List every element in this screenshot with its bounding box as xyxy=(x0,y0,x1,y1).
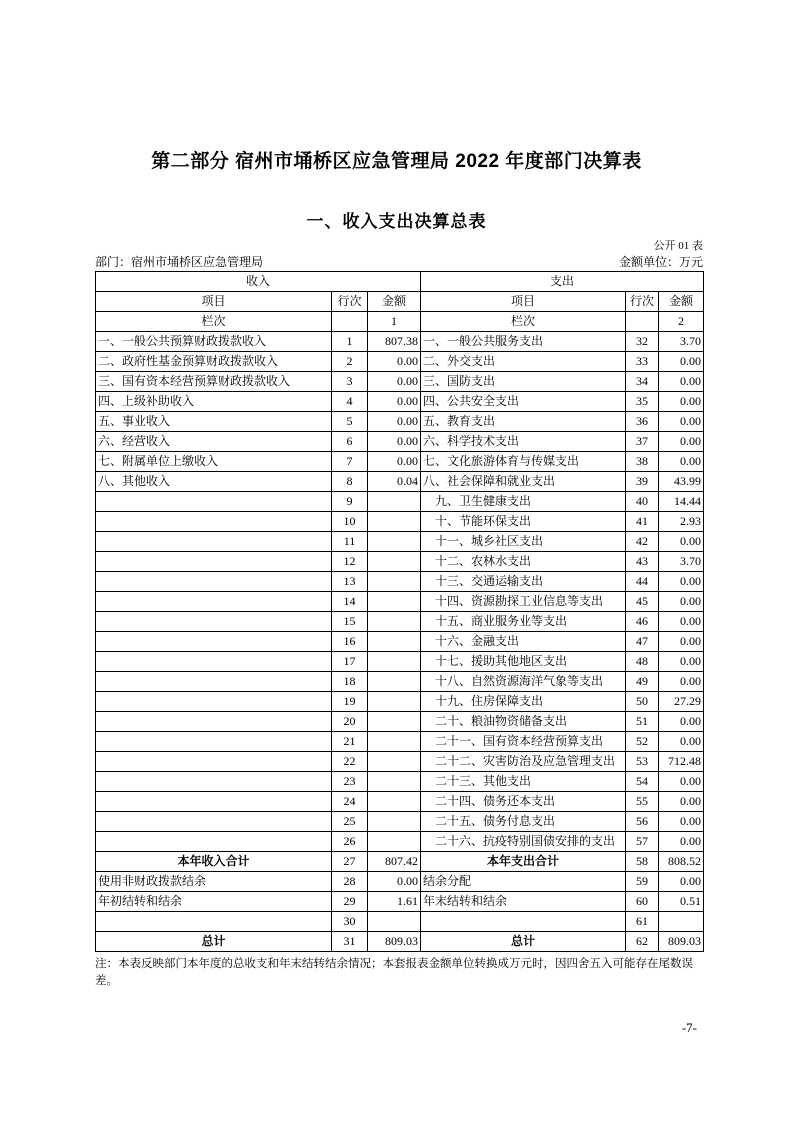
table-row xyxy=(96,572,704,592)
income-amount-cell xyxy=(368,612,421,632)
expense-item-cell: 二十一、国有资本经营预算支出 xyxy=(421,732,626,752)
expense-item-cell: 结余分配 xyxy=(421,872,626,892)
expense-rownum-cell: 61 xyxy=(626,912,659,932)
income-rownum-cell: 1 xyxy=(332,332,368,352)
expense-item-cell: 十六、金融支出 xyxy=(421,632,626,652)
income-amount-cell xyxy=(368,812,421,832)
income-item-cell xyxy=(96,832,332,852)
table-row xyxy=(96,632,704,652)
expense-rownum-cell: 60 xyxy=(626,892,659,912)
income-rownum-cell: 13 xyxy=(332,572,368,592)
income-rownum-cell: 19 xyxy=(332,692,368,712)
table-row xyxy=(96,852,704,872)
expense-amount-cell: 0.00 xyxy=(659,592,704,612)
expense-rownum-cell: 41 xyxy=(626,512,659,532)
expense-item-cell: 总计 xyxy=(421,932,626,952)
expense-amount-cell: 0.00 xyxy=(659,712,704,732)
expense-item-cell: 十七、援助其他地区支出 xyxy=(421,652,626,672)
expense-amount-cell: 43.99 xyxy=(659,472,704,492)
amount-unit-label: 金额单位：万元 xyxy=(618,255,703,269)
income-rownum-cell: 26 xyxy=(332,832,368,852)
income-amount-cell: 807.42 xyxy=(368,852,421,872)
expense-rownum-cell: 35 xyxy=(626,392,659,412)
income-item-cell xyxy=(96,532,332,552)
table-row xyxy=(96,672,704,692)
income-item-cell: 本年收入合计 xyxy=(96,852,332,872)
table-row xyxy=(96,472,704,492)
table-row xyxy=(96,332,704,352)
income-amount-cell xyxy=(368,532,421,552)
income-amount-cell xyxy=(368,832,421,852)
page-title: 第二部分 宿州市埇桥区应急管理局 2022 年度部门决算表 xyxy=(151,151,642,172)
table-row xyxy=(96,832,704,852)
expense-column-index: 2 xyxy=(659,312,704,332)
income-rownum-cell: 28 xyxy=(332,872,368,892)
table-row xyxy=(96,752,704,772)
expense-amount-cell: 0.00 xyxy=(659,572,704,592)
income-amount-column-header: 金额 xyxy=(368,292,421,312)
income-item-cell xyxy=(96,792,332,812)
income-amount-cell: 0.00 xyxy=(368,412,421,432)
department-label: 部门：宿州市埇桥区应急管理局 xyxy=(95,255,264,269)
income-item-cell xyxy=(96,512,332,532)
table-row xyxy=(96,652,704,672)
income-amount-cell: 809.03 xyxy=(368,932,421,952)
expense-rownum-cell: 40 xyxy=(626,492,659,512)
expense-column-index-blank xyxy=(626,312,659,332)
income-rownum-cell: 8 xyxy=(332,472,368,492)
income-amount-cell xyxy=(368,712,421,732)
expense-amount-cell: 0.00 xyxy=(659,392,704,412)
expense-amount-cell: 0.00 xyxy=(659,412,704,432)
expense-rownum-cell: 56 xyxy=(626,812,659,832)
column-index-row xyxy=(96,312,704,332)
table-row xyxy=(96,792,704,812)
expense-item-cell: 十五、商业服务业等支出 xyxy=(421,612,626,632)
income-item-cell: 五、事业收入 xyxy=(96,412,332,432)
expense-rownum-cell: 48 xyxy=(626,652,659,672)
expense-rownum-cell: 43 xyxy=(626,552,659,572)
income-rownum-cell: 31 xyxy=(332,932,368,952)
table-row xyxy=(96,412,704,432)
expense-item-cell: 九、卫生健康支出 xyxy=(421,492,626,512)
income-item-cell xyxy=(96,732,332,752)
expense-item-cell xyxy=(421,912,626,932)
expense-amount-cell: 0.51 xyxy=(659,892,704,912)
table-row xyxy=(96,892,704,912)
expense-rownum-cell: 62 xyxy=(626,932,659,952)
income-rownum-cell: 29 xyxy=(332,892,368,912)
income-rownum-cell: 25 xyxy=(332,812,368,832)
public-table-tag: 公开 01 表 xyxy=(653,240,703,252)
table-title: 一、收入支出决算总表 xyxy=(306,212,487,231)
income-item-cell xyxy=(96,592,332,612)
expense-rownum-cell: 39 xyxy=(626,472,659,492)
section-header-row xyxy=(96,272,704,292)
expense-column-index-label: 栏次 xyxy=(421,312,626,332)
income-rownum-cell: 11 xyxy=(332,532,368,552)
expense-rownum-cell: 57 xyxy=(626,832,659,852)
income-item-cell: 年初结转和结余 xyxy=(96,892,332,912)
income-amount-cell: 0.00 xyxy=(368,352,421,372)
expense-rownum-cell: 49 xyxy=(626,672,659,692)
table-row xyxy=(96,492,704,512)
income-amount-cell: 0.00 xyxy=(368,432,421,452)
income-item-cell xyxy=(96,812,332,832)
income-amount-cell xyxy=(368,552,421,572)
income-rownum-cell: 30 xyxy=(332,912,368,932)
income-rownum-cell: 3 xyxy=(332,372,368,392)
table-row xyxy=(96,732,704,752)
income-amount-cell: 0.00 xyxy=(368,872,421,892)
income-rownum-cell: 12 xyxy=(332,552,368,572)
income-rownum-cell: 6 xyxy=(332,432,368,452)
income-amount-cell xyxy=(368,692,421,712)
expense-item-cell: 三、国防支出 xyxy=(421,372,626,392)
expense-amount-cell: 0.00 xyxy=(659,652,704,672)
income-rownum-cell: 20 xyxy=(332,712,368,732)
expense-amount-cell: 0.00 xyxy=(659,352,704,372)
income-amount-cell xyxy=(368,492,421,512)
income-rownum-cell: 23 xyxy=(332,772,368,792)
expense-item-cell: 十四、资源勘探工业信息等支出 xyxy=(421,592,626,612)
income-amount-cell: 807.38 xyxy=(368,332,421,352)
income-amount-cell xyxy=(368,632,421,652)
income-amount-cell xyxy=(368,732,421,752)
income-item-cell: 六、经营收入 xyxy=(96,432,332,452)
column-header-row xyxy=(96,292,704,312)
expense-item-cell: 二十、粮油物资储备支出 xyxy=(421,712,626,732)
expense-amount-cell: 0.00 xyxy=(659,872,704,892)
income-amount-cell xyxy=(368,792,421,812)
income-item-cell: 使用非财政拨款结余 xyxy=(96,872,332,892)
expense-amount-cell: 2.93 xyxy=(659,512,704,532)
meta-line xyxy=(95,253,703,270)
income-amount-cell: 0.00 xyxy=(368,452,421,472)
expense-section-header: 支出 xyxy=(421,272,704,292)
expense-amount-cell xyxy=(659,912,704,932)
expense-rownum-cell: 51 xyxy=(626,712,659,732)
income-rownum-cell: 2 xyxy=(332,352,368,372)
expense-rownum-cell: 32 xyxy=(626,332,659,352)
expense-amount-cell: 809.03 xyxy=(659,932,704,952)
income-item-cell xyxy=(96,552,332,572)
expense-amount-cell: 808.52 xyxy=(659,852,704,872)
expense-item-cell: 十、节能环保支出 xyxy=(421,512,626,532)
expense-amount-cell: 0.00 xyxy=(659,812,704,832)
income-amount-cell: 0.04 xyxy=(368,472,421,492)
table-row xyxy=(96,912,704,932)
expense-amount-cell: 0.00 xyxy=(659,732,704,752)
expense-item-cell: 七、文化旅游体育与传媒支出 xyxy=(421,452,626,472)
expense-item-cell: 五、教育支出 xyxy=(421,412,626,432)
income-rownum-cell: 14 xyxy=(332,592,368,612)
income-item-cell: 三、国有资本经营预算财政拨款收入 xyxy=(96,372,332,392)
table-row xyxy=(96,392,704,412)
income-amount-cell xyxy=(368,512,421,532)
income-item-cell: 七、附属单位上缴收入 xyxy=(96,452,332,472)
page-number: -7- xyxy=(681,1020,697,1035)
expense-rownum-cell: 34 xyxy=(626,372,659,392)
table-row xyxy=(96,932,704,952)
expense-amount-cell: 0.00 xyxy=(659,432,704,452)
income-item-cell xyxy=(96,912,332,932)
expense-amount-cell: 0.00 xyxy=(659,452,704,472)
income-item-cell: 四、上级补助收入 xyxy=(96,392,332,412)
income-rownum-cell: 24 xyxy=(332,792,368,812)
income-item-cell: 八、其他收入 xyxy=(96,472,332,492)
expense-amount-cell: 0.00 xyxy=(659,832,704,852)
income-rownum-cell: 10 xyxy=(332,512,368,532)
table-row xyxy=(96,352,704,372)
expense-rownum-column-header: 行次 xyxy=(626,292,659,312)
income-amount-cell xyxy=(368,592,421,612)
expense-item-cell: 十八、自然资源海洋气象等支出 xyxy=(421,672,626,692)
expense-rownum-cell: 33 xyxy=(626,352,659,372)
expense-amount-cell: 0.00 xyxy=(659,372,704,392)
income-rownum-cell: 9 xyxy=(332,492,368,512)
income-column-index: 1 xyxy=(368,312,421,332)
income-item-cell xyxy=(96,492,332,512)
income-rownum-column-header: 行次 xyxy=(332,292,368,312)
expense-amount-column-header: 金额 xyxy=(659,292,704,312)
table-row xyxy=(96,612,704,632)
expense-item-cell: 八、社会保障和就业支出 xyxy=(421,472,626,492)
expense-rownum-cell: 46 xyxy=(626,612,659,632)
expense-amount-cell: 14.44 xyxy=(659,492,704,512)
income-rownum-cell: 27 xyxy=(332,852,368,872)
expense-rownum-cell: 54 xyxy=(626,772,659,792)
table-row xyxy=(96,772,704,792)
income-item-cell xyxy=(96,612,332,632)
income-amount-cell xyxy=(368,752,421,772)
table-row xyxy=(96,532,704,552)
expense-rownum-cell: 52 xyxy=(626,732,659,752)
expense-rownum-cell: 45 xyxy=(626,592,659,612)
expense-item-cell: 二十三、其他支出 xyxy=(421,772,626,792)
expense-rownum-cell: 37 xyxy=(626,432,659,452)
income-rownum-cell: 21 xyxy=(332,732,368,752)
income-amount-cell: 0.00 xyxy=(368,392,421,412)
income-item-cell xyxy=(96,692,332,712)
income-item-cell: 一、一般公共预算财政拨款收入 xyxy=(96,332,332,352)
expense-item-cell: 二十五、债务付息支出 xyxy=(421,812,626,832)
expense-amount-cell: 3.70 xyxy=(659,332,704,352)
table-row xyxy=(96,452,704,472)
income-rownum-cell: 7 xyxy=(332,452,368,472)
income-rownum-cell: 17 xyxy=(332,652,368,672)
income-item-cell xyxy=(96,672,332,692)
table-row xyxy=(96,592,704,612)
expense-rownum-cell: 55 xyxy=(626,792,659,812)
income-item-column-header: 项目 xyxy=(96,292,332,312)
expense-item-cell: 年末结转和结余 xyxy=(421,892,626,912)
income-amount-cell xyxy=(368,772,421,792)
table-row xyxy=(96,512,704,532)
income-rownum-cell: 15 xyxy=(332,612,368,632)
income-rownum-cell: 22 xyxy=(332,752,368,772)
expense-rownum-cell: 36 xyxy=(626,412,659,432)
expense-rownum-cell: 38 xyxy=(626,452,659,472)
expense-amount-cell: 3.70 xyxy=(659,552,704,572)
table-body xyxy=(96,272,704,952)
expense-item-cell: 二十二、灾害防治及应急管理支出 xyxy=(421,752,626,772)
income-rownum-cell: 16 xyxy=(332,632,368,652)
expense-amount-cell: 0.00 xyxy=(659,772,704,792)
expense-item-cell: 二、外交支出 xyxy=(421,352,626,372)
expense-amount-cell: 27.29 xyxy=(659,692,704,712)
income-column-index-label: 栏次 xyxy=(96,312,332,332)
income-item-cell xyxy=(96,752,332,772)
table-row xyxy=(96,812,704,832)
income-rownum-cell: 4 xyxy=(332,392,368,412)
income-column-index-blank xyxy=(332,312,368,332)
expense-item-cell: 六、科学技术支出 xyxy=(421,432,626,452)
expense-rownum-cell: 59 xyxy=(626,872,659,892)
income-amount-cell: 1.61 xyxy=(368,892,421,912)
expense-amount-cell: 712.48 xyxy=(659,752,704,772)
income-item-cell xyxy=(96,632,332,652)
table-row xyxy=(96,552,704,572)
expense-amount-cell: 0.00 xyxy=(659,612,704,632)
income-item-cell: 总计 xyxy=(96,932,332,952)
expense-amount-cell: 0.00 xyxy=(659,532,704,552)
expense-amount-cell: 0.00 xyxy=(659,672,704,692)
expense-amount-cell: 0.00 xyxy=(659,792,704,812)
footnote: 注：本表反映部门本年度的总收支和年末结转结余情况；本套报表金额单位转换成万元时，因四舍五入可能存在尾数误差。 xyxy=(95,958,693,987)
income-amount-cell xyxy=(368,572,421,592)
expense-rownum-cell: 50 xyxy=(626,692,659,712)
income-rownum-cell: 18 xyxy=(332,672,368,692)
expense-item-cell: 十九、住房保障支出 xyxy=(421,692,626,712)
budget-table xyxy=(95,271,704,952)
expense-rownum-cell: 47 xyxy=(626,632,659,652)
income-section-header: 收入 xyxy=(96,272,421,292)
expense-rownum-cell: 44 xyxy=(626,572,659,592)
expense-item-column-header: 项目 xyxy=(421,292,626,312)
income-amount-cell xyxy=(368,912,421,932)
income-item-cell: 二、政府性基金预算财政拨款收入 xyxy=(96,352,332,372)
expense-rownum-cell: 58 xyxy=(626,852,659,872)
expense-item-cell: 十二、农林水支出 xyxy=(421,552,626,572)
table-row xyxy=(96,872,704,892)
income-amount-cell xyxy=(368,672,421,692)
table-row xyxy=(96,692,704,712)
income-item-cell xyxy=(96,572,332,592)
expense-item-cell: 十一、城乡社区支出 xyxy=(421,532,626,552)
expense-rownum-cell: 42 xyxy=(626,532,659,552)
income-item-cell xyxy=(96,652,332,672)
expense-item-cell: 一、一般公共服务支出 xyxy=(421,332,626,352)
income-amount-cell: 0.00 xyxy=(368,372,421,392)
expense-item-cell: 本年支出合计 xyxy=(421,852,626,872)
income-item-cell xyxy=(96,712,332,732)
expense-item-cell: 二十六、抗疫特别国债安排的支出 xyxy=(421,832,626,852)
expense-item-cell: 十三、交通运输支出 xyxy=(421,572,626,592)
expense-amount-cell: 0.00 xyxy=(659,632,704,652)
income-rownum-cell: 5 xyxy=(332,412,368,432)
table-row xyxy=(96,432,704,452)
expense-item-cell: 四、公共安全支出 xyxy=(421,392,626,412)
expense-item-cell: 二十四、债务还本支出 xyxy=(421,792,626,812)
income-amount-cell xyxy=(368,652,421,672)
income-item-cell xyxy=(96,772,332,792)
expense-rownum-cell: 53 xyxy=(626,752,659,772)
table-row xyxy=(96,712,704,732)
table-row xyxy=(96,372,704,392)
